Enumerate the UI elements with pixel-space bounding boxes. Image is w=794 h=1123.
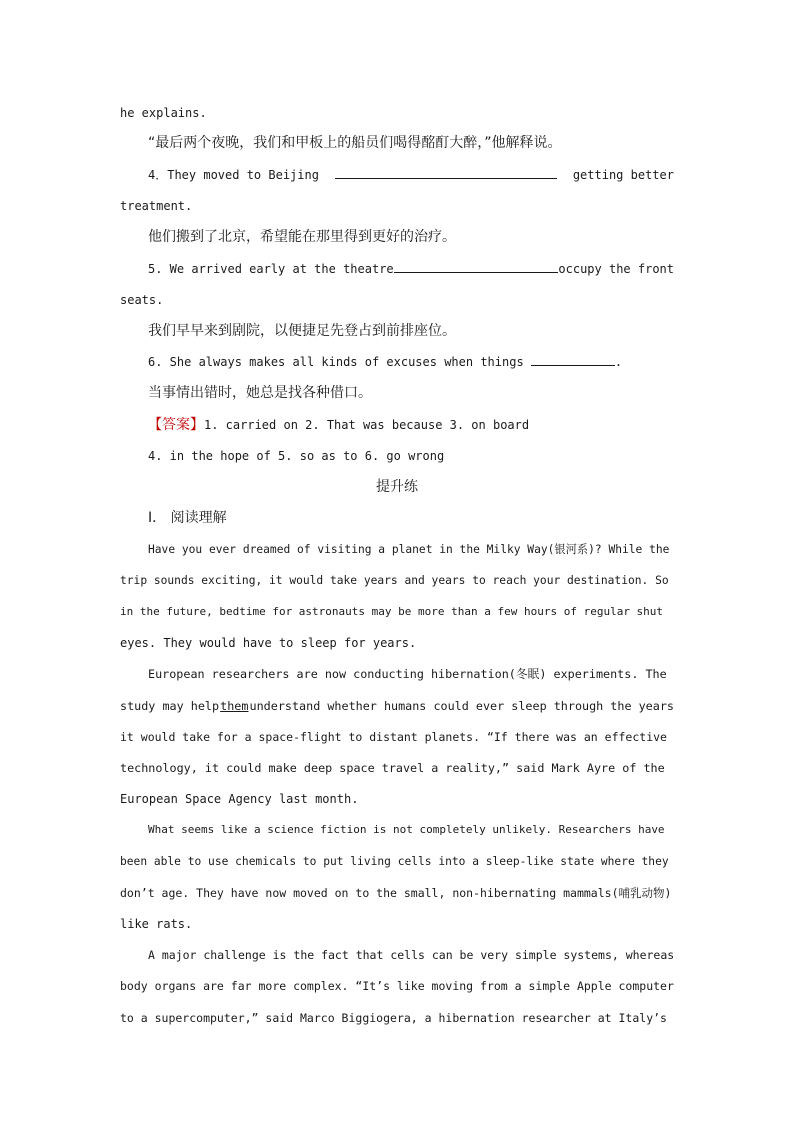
exercise-text: 6. She always makes all kinds of excuses when things bbox=[148, 355, 524, 369]
section-title: 提升练 bbox=[376, 479, 418, 495]
passage-line: A major challenge is the fact that cells can be very simple systems, whereas bbox=[148, 948, 675, 962]
translation-line: 当事情出错时，她总是找各种借口。 bbox=[148, 385, 372, 401]
passage-line: to a supercomputer,” said Marco Biggiogera, a hibernation researcher at Italy’s bbox=[120, 1011, 667, 1025]
passage-line: European researchers are now conducting hibernation(冬眠) experiments. The bbox=[148, 667, 667, 681]
answer-label: 【答案】 bbox=[148, 417, 204, 433]
answer-blank bbox=[394, 260, 559, 273]
passage-line: it would take for a space-flight to distant planets. “If there was an effective bbox=[120, 730, 667, 744]
exercise-text: 4．They moved to Beijing bbox=[148, 168, 319, 182]
underlined-word: them bbox=[220, 699, 249, 713]
passage-text: study may help bbox=[120, 699, 220, 713]
passage-line: technology, it could make deep space travel a reality,” said Mark Ayre of the bbox=[120, 761, 665, 775]
exercise-text: . bbox=[614, 355, 623, 369]
passage-line: Have you ever dreamed of visiting a planet in the Milky Way(银河系)? While the bbox=[148, 543, 670, 556]
passage-line: been able to use chemicals to put living cells into a sleep-like state where they bbox=[120, 855, 669, 868]
exercise-5 bbox=[148, 260, 674, 278]
passage-line: in the future, bedtime for astronauts may be more than a few hours of regular shut bbox=[120, 605, 664, 618]
passage-line: European Space Agency last month. bbox=[120, 792, 359, 806]
exercise-6 bbox=[148, 353, 674, 371]
passage-line: like rats. bbox=[120, 917, 193, 931]
passage-line: trip sounds exciting, it would take years and years to reach your destination. So bbox=[120, 574, 669, 587]
text-line: treatment. bbox=[120, 199, 193, 213]
text-line: he explains. bbox=[120, 106, 207, 120]
passage-line bbox=[120, 697, 674, 715]
exercise-text: occupy the front bbox=[558, 262, 674, 276]
exercise-text: getting better bbox=[572, 168, 674, 182]
translation-line: “最后两个夜晚，我们和甲板上的船员们喝得酩酊大醉，”他解释说。 bbox=[148, 135, 562, 151]
passage-line: body organs are far more complex. “It’s like moving from a simple Apple computer bbox=[120, 979, 674, 993]
translation-line: 他们搬到了北京，希望能在那里得到更好的治疗。 bbox=[148, 229, 456, 245]
answer-line bbox=[148, 416, 674, 434]
passage-text: understand whether humans could ever sleep through the years bbox=[249, 699, 674, 713]
text-line: seats. bbox=[120, 293, 164, 307]
answer-text: 1. carried on 2. That was because 3. on board bbox=[204, 418, 530, 432]
passage-line: don’t age. They have now moved on to the small, non-hibernating mammals(哺乳动物) bbox=[120, 886, 672, 900]
part-title: Ⅰ． 阅读理解 bbox=[148, 510, 227, 526]
passage-line: What seems like a science fiction is not completely unlikely. Researchers have bbox=[148, 823, 665, 836]
answer-line: 4. in the hope of 5. so as to 6. go wrong bbox=[148, 449, 445, 463]
exercise-text: 5. We arrived early at the theatre bbox=[148, 262, 394, 276]
passage-line: eyes. They would have to sleep for years. bbox=[120, 636, 417, 650]
answer-blank bbox=[335, 166, 557, 179]
exercise-4 bbox=[148, 166, 674, 184]
answer-blank bbox=[531, 353, 615, 366]
translation-line: 我们早早来到剧院，以便捷足先登占到前排座位。 bbox=[148, 323, 456, 339]
